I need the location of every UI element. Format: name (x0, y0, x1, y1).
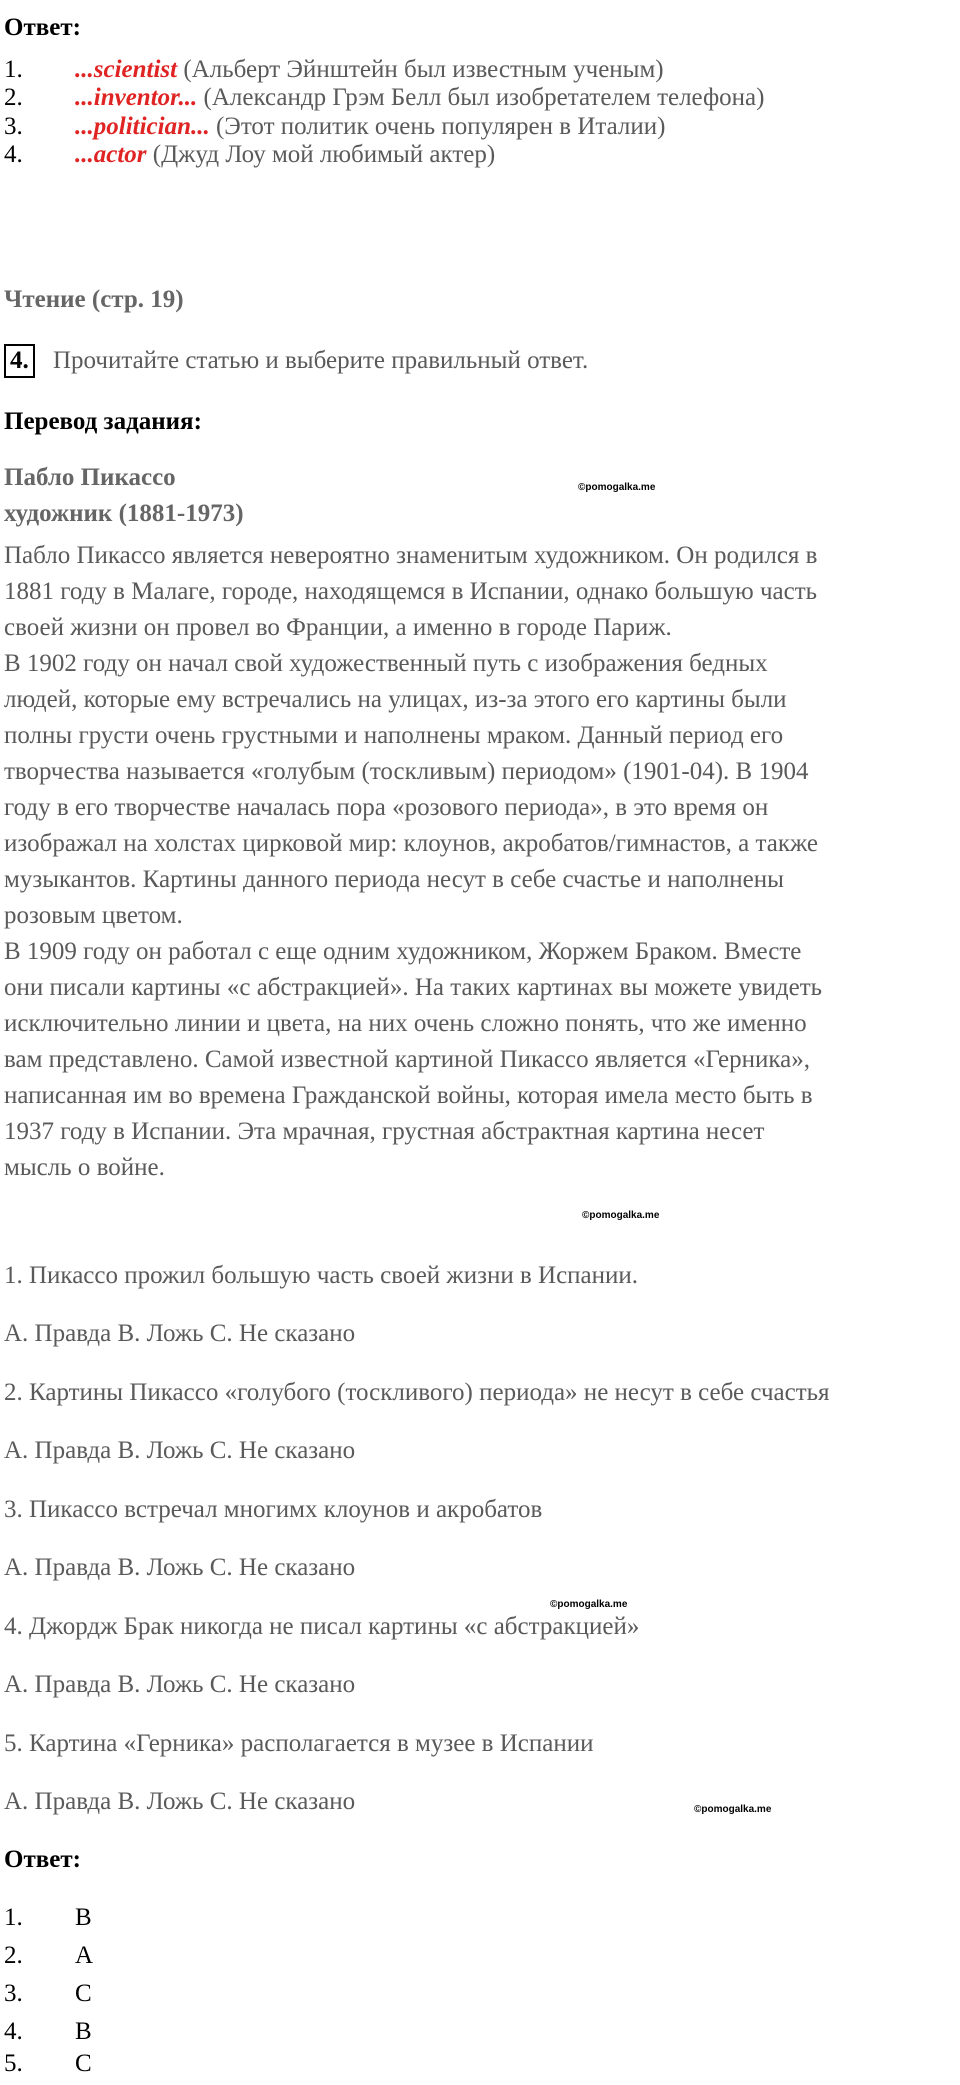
final-answer-number: 3. (4, 1980, 23, 2007)
question-2: 2. Картины Пикассо «голубого (тоскливого) периода» не несут в себе счастья (4, 1379, 830, 1406)
question-3-options: А. Правда В. Ложь С. Не сказано (4, 1554, 356, 1581)
article-line: вам представлено. Самой известной картиной Пикассо является «Герника», (4, 1046, 810, 1073)
question-2-options: А. Правда В. Ложь С. Не сказано (4, 1437, 356, 1464)
task-line (4, 344, 588, 378)
article-line: полны грусти очень грустными и наполнены мраком. Данный период его (4, 722, 784, 749)
question-3: 3. Пикассо встречал многимх клоунов и акробатов (4, 1496, 543, 1523)
article-line: году в его творчестве началась пора «розового периода», в это время он (4, 794, 769, 821)
question-1: 1. Пикассо прожил большую часть своей жизни в Испании. (4, 1262, 639, 1289)
answer-word: ...actor (75, 141, 147, 168)
question-5: 5. Картина «Герника» располагается в музее в Испании (4, 1730, 594, 1757)
question-1-options: А. Правда В. Ложь С. Не сказано (4, 1320, 356, 1347)
article-line: Пабло Пикассо является невероятно знаменитым художником. Он родился в (4, 542, 818, 569)
article-line: своей жизни он провел во Франции, а именно в городе Париж. (4, 614, 672, 641)
article-line: мысль о войне. (4, 1154, 165, 1181)
answer-item-1 (4, 56, 23, 84)
final-answer-value: C (75, 2050, 92, 2077)
answer-item-4-text (75, 141, 495, 169)
watermark: ©pomogalka.me (550, 1599, 628, 1610)
article-line: творчества называется «голубым (тоскливым) периодом» (1901-04). В 1904 (4, 758, 809, 785)
article-line: исключительно линии и цвета, на них очень сложно понять, что же именно (4, 1010, 807, 1037)
article-body (4, 538, 822, 1186)
answer-item-number: 1. (4, 56, 23, 83)
answer-item-1-text (75, 56, 664, 84)
answer-translation: (Джуд Лоу мой любимый актер) (146, 141, 496, 168)
answer-translation: (Александр Грэм Белл был изобретателем телефона) (197, 84, 765, 111)
final-answer-number: 2. (4, 1942, 23, 1969)
article-line: написанная им во времена Гражданской войны, которая имела место быть в (4, 1082, 813, 1109)
article-line: розовым цветом. (4, 902, 183, 929)
answer-word: ...scientist (75, 56, 178, 83)
article-line: они писали картины «с абстракцией». На таких картинах вы можете увидеть (4, 974, 823, 1001)
watermark: ©pomogalka.me (578, 482, 656, 493)
task-text: Прочитайте статью и выберите правильный ответ. (53, 347, 589, 374)
question-4-options: А. Правда В. Ложь С. Не сказано (4, 1671, 356, 1698)
article-line: В 1909 году он работал с еще одним художником, Жоржем Браком. Вместе (4, 938, 802, 965)
final-answer-number: 1. (4, 1904, 23, 1931)
final-answer-value: B (75, 2018, 92, 2045)
final-answer-value: C (75, 1980, 92, 2007)
translation-heading: Перевод задания: (4, 408, 202, 435)
answer-item-number: 4. (4, 141, 23, 168)
article-line: музыкантов. Картины данного периода несут в себе счастье и наполнены (4, 866, 784, 893)
answer-heading-1: Ответ: (4, 14, 81, 41)
answer-word: ...politician... (75, 113, 210, 140)
final-answer-value: A (75, 1942, 94, 1969)
answer-word: ...inventor... (75, 84, 198, 111)
answer-translation: (Этот политик очень популярен в Италии) (209, 113, 666, 140)
question-5-options: А. Правда В. Ложь С. Не сказано (4, 1788, 356, 1815)
task-number: 4. (4, 344, 35, 378)
article-line: людей, которые ему встречались на улицах, из-за этого его картины были (4, 686, 787, 713)
article-title: Пабло Пикассо (4, 464, 176, 491)
article-line: В 1902 году он начал свой художественный путь с изображения бедных (4, 650, 768, 677)
article-subtitle: художник (1881-1973) (4, 500, 244, 527)
answer-item-2-text (75, 84, 764, 112)
question-4: 4. Джордж Брак никогда не писал картины «с абстракцией» (4, 1613, 640, 1640)
answer-item-number: 3. (4, 113, 23, 140)
article-line: 1937 году в Испании. Эта мрачная, грустная абстрактная картина несет (4, 1118, 765, 1145)
watermark: ©pomogalka.me (694, 1804, 772, 1815)
answer-item-number: 2. (4, 84, 23, 111)
final-answer-value: B (75, 1904, 92, 1931)
final-answer-number: 4. (4, 2018, 23, 2045)
answer-heading-2: Ответ: (4, 1846, 81, 1873)
reading-heading: Чтение (стр. 19) (4, 286, 184, 313)
answer-translation: (Альберт Эйнштейн был известным ученым) (177, 56, 664, 83)
answer-item-3-text (75, 113, 665, 141)
article-line: 1881 году в Малаге, городе, находящемся в Испании, однако большую часть (4, 578, 818, 605)
answer-item-2 (4, 84, 23, 112)
watermark: ©pomogalka.me (582, 1210, 660, 1221)
article-line: изображал на холстах цирковой мир: клоунов, акробатов/гимнастов, а также (4, 830, 819, 857)
answer-item-4 (4, 141, 23, 169)
answer-item-3 (4, 113, 23, 141)
final-answer-number: 5. (4, 2050, 23, 2077)
